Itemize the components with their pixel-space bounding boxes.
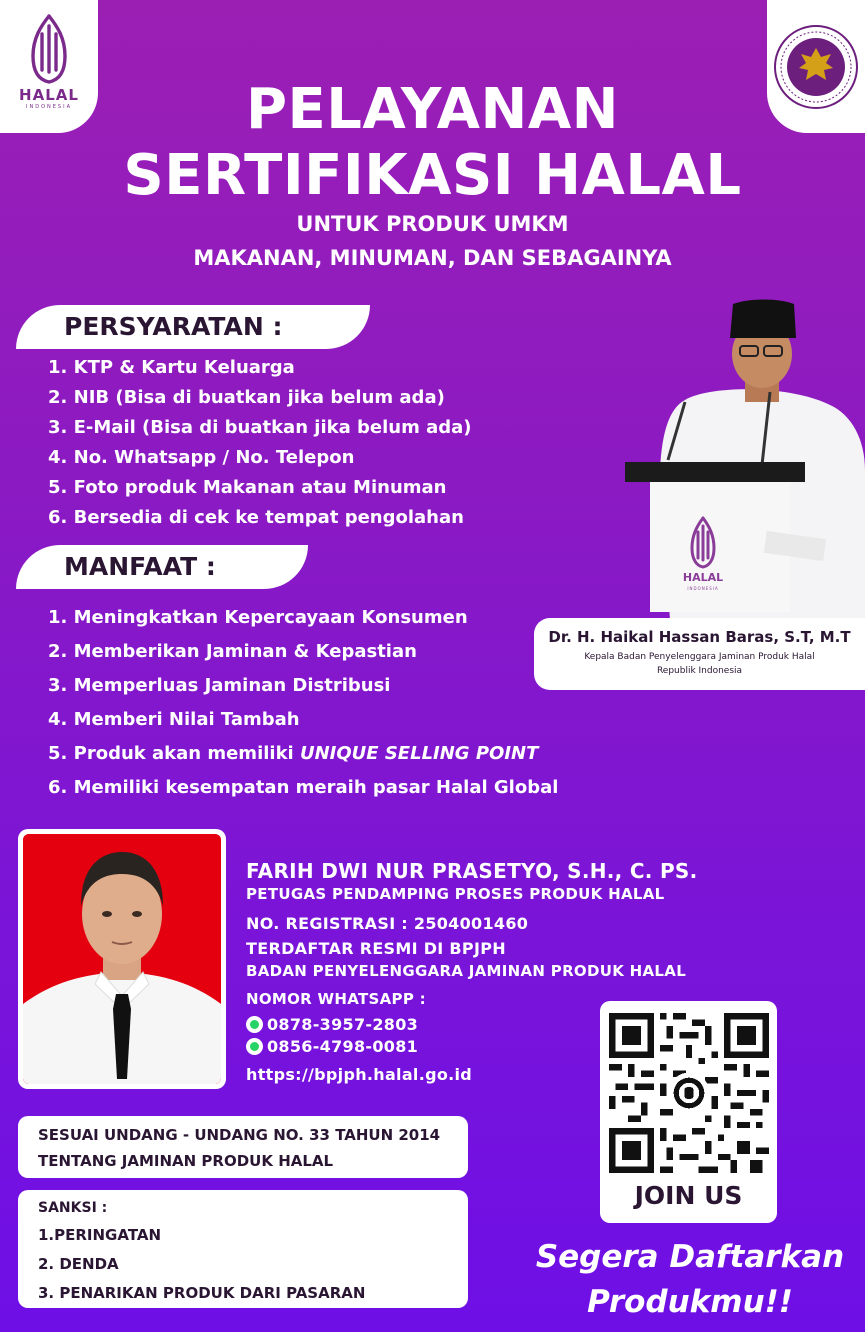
cta-line-1: Segera Daftarkan xyxy=(535,1239,845,1275)
manfaat-list xyxy=(48,601,558,805)
profile-photo xyxy=(23,834,221,1084)
sanksi-box xyxy=(18,1190,468,1308)
profile-agency: BADAN PENYELENGGARA JAMINAN PRODUK HALAL xyxy=(246,962,687,980)
whatsapp-icon xyxy=(246,1016,263,1033)
speaker-title-line1: Kepala Badan Penyelenggara Jaminan Produk Halal xyxy=(584,652,815,662)
list-item: 2. Memberikan Jaminan & Kepastian xyxy=(48,641,417,662)
subtitle-line-1: UNTUK PRODUK UMKM xyxy=(296,212,569,236)
profile-registered: TERDAFTAR RESMI DI BPJPH xyxy=(246,939,506,958)
profile-role: PETUGAS PENDAMPING PROSES PRODUK HALAL xyxy=(246,885,665,903)
whatsapp-number-1[interactable] xyxy=(246,1015,418,1034)
manfaat-heading: MANFAAT : xyxy=(16,545,308,589)
list-item-prefix: 5. Produk akan memiliki xyxy=(48,743,300,764)
list-item: 1. Meningkatkan Kepercayaan Konsumen xyxy=(48,607,468,628)
speaker-photo xyxy=(590,290,865,620)
law-box xyxy=(18,1116,468,1178)
unique-selling-point-text: UNIQUE SELLING POINT xyxy=(299,743,539,764)
list-item: 1. KTP & Kartu Keluarga xyxy=(48,357,295,378)
list-item: 6. Memiliki kesempatan meraih pasar Halal Global xyxy=(48,777,559,798)
website-link[interactable]: https://bpjph.halal.go.id xyxy=(246,1065,473,1084)
halal-logo-word: HALAL xyxy=(19,86,79,104)
list-item: 5. Foto produk Makanan atau Minuman xyxy=(48,477,447,498)
list-item: 3. E-Mail (Bisa di buatkan jika belum ada) xyxy=(48,417,472,438)
persyaratan-list xyxy=(48,353,472,533)
list-item: 3. Memperluas Jaminan Distribusi xyxy=(48,675,391,696)
phone-2-text: 0856-4798-0081 xyxy=(267,1037,419,1056)
law-line-1: SESUAI UNDANG - UNDANG NO. 33 TAHUN 2014 xyxy=(38,1126,441,1144)
persyaratan-heading: PERSYARATAN : xyxy=(16,305,370,349)
profile-registration: NO. REGISTRASI : 2504001460 xyxy=(246,914,529,933)
podium-halal-word: HALAL xyxy=(682,571,724,584)
sanksi-item: 1.PERINGATAN xyxy=(38,1226,162,1244)
qr-code[interactable] xyxy=(609,1013,769,1173)
speaker-name: Dr. H. Haikal Hassan Baras, S.T, M.T xyxy=(548,628,851,646)
halal-logo-sub: INDONESIA xyxy=(26,104,72,110)
speaker-title-line2: Republik Indonesia xyxy=(656,666,743,676)
list-item: 2. NIB (Bisa di buatkan jika belum ada) xyxy=(48,387,445,408)
phone-1-text: 0878-3957-2803 xyxy=(267,1015,419,1034)
list-item xyxy=(48,737,558,771)
subtitle-line-2: MAKANAN, MINUMAN, DAN SEBAGAINYA xyxy=(193,246,672,270)
list-item: 4. No. Whatsapp / No. Telepon xyxy=(48,447,355,468)
title-line-1: PELAYANAN xyxy=(245,77,620,142)
cta-line-2: Produkmu!! xyxy=(587,1284,793,1320)
halal-mark-icon xyxy=(29,12,69,84)
speaker-title xyxy=(534,650,865,678)
qr-card[interactable] xyxy=(600,1001,777,1223)
profile-photo-frame xyxy=(18,829,226,1089)
sanksi-heading: SANKSI : xyxy=(38,1200,108,1216)
whatsapp-label: NOMOR WHATSAPP : xyxy=(246,990,426,1008)
join-us-label: JOIN US xyxy=(634,1181,743,1210)
whatsapp-icon xyxy=(246,1038,263,1055)
sanksi-item: 3. PENARIKAN PRODUK DARI PASARAN xyxy=(38,1284,366,1302)
podium-halal-sub: INDONESIA xyxy=(687,586,719,591)
list-item: 4. Memberi Nilai Tambah xyxy=(48,709,300,730)
title-line-2: SERTIFIKASI HALAL xyxy=(123,143,742,208)
sanksi-item: 2. DENDA xyxy=(38,1255,119,1273)
profile-name: FARIH DWI NUR PRASETYO, S.H., C. PS. xyxy=(246,859,698,883)
law-line-2: TENTANG JAMINAN PRODUK HALAL xyxy=(38,1152,334,1170)
speaker-caption xyxy=(534,618,865,690)
list-item: 6. Bersedia di cek ke tempat pengolahan xyxy=(48,507,464,528)
whatsapp-number-2[interactable] xyxy=(246,1037,418,1056)
